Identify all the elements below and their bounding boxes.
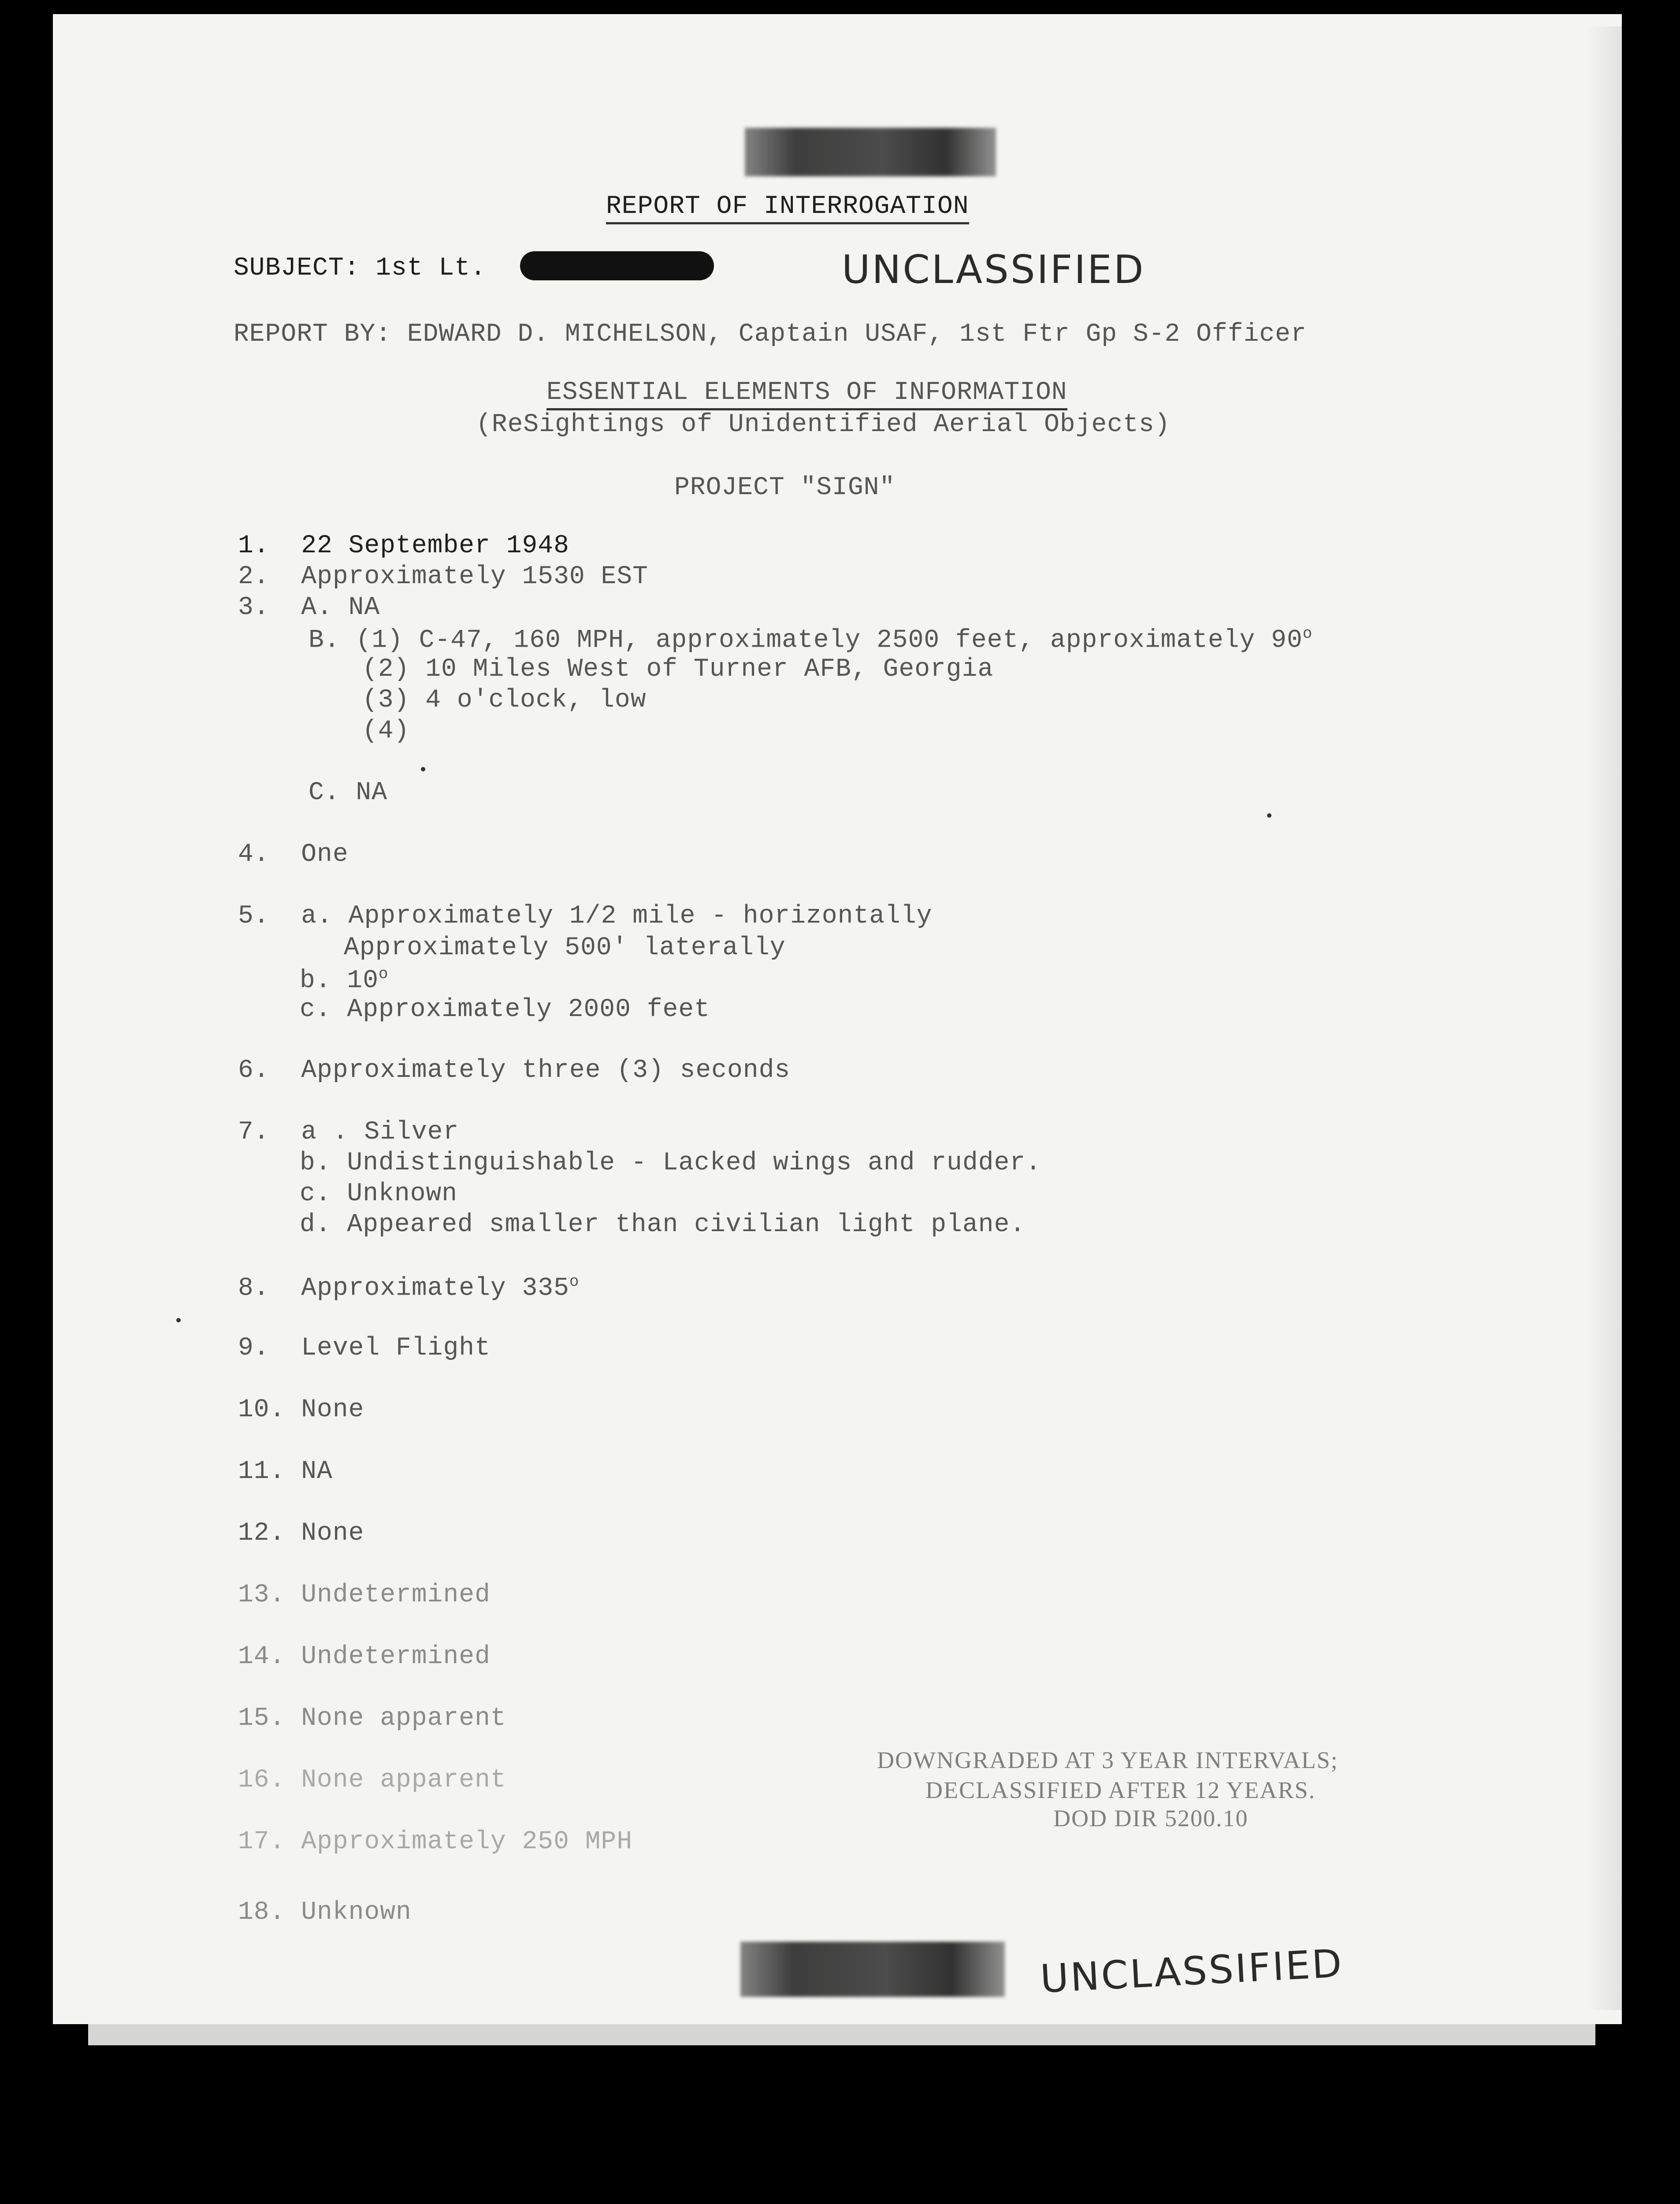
item-18: 18. Unknown	[238, 1898, 412, 1927]
item-13: 13. Undetermined	[238, 1581, 491, 1609]
item-3c: C. NA	[308, 778, 388, 807]
report-by: REPORT BY: EDWARD D. MICHELSON, Captain USAF, 1st Ftr Gp S-2 Officer	[234, 320, 1307, 349]
item-3b3: (3) 4 o'clock, low	[362, 686, 647, 715]
downgrade-stamp-line-3: DOD DIR 5200.10	[1053, 1805, 1249, 1832]
stray-mark	[1267, 813, 1271, 818]
downgrade-stamp-line-2: DECLASSIFIED AFTER 12 YEARS.	[925, 1777, 1316, 1803]
redacted-name	[520, 251, 714, 280]
item-8-text: 8. Approximately 335	[238, 1274, 569, 1303]
item-14: 14. Undetermined	[238, 1642, 491, 1671]
item-9: 9. Level Flight	[238, 1334, 491, 1363]
item-3b2: (2) 10 Miles West of Turner AFB, Georgia	[362, 655, 994, 684]
item-6: 6. Approximately three (3) seconds	[238, 1056, 791, 1085]
classification-bottom: UNCLASSIFIED	[1039, 1940, 1345, 2002]
item-3b4: (4)	[362, 717, 410, 745]
item-8	[238, 1274, 580, 1301]
item-3b1	[308, 626, 1312, 653]
item-16: 16. None apparent	[238, 1766, 506, 1794]
item-5b-text: b. 10	[300, 966, 379, 995]
item-11: 11. NA	[238, 1457, 333, 1486]
subject-line: SUBJECT: 1st Lt.	[234, 254, 486, 283]
bottom-classification-stamp	[740, 1942, 1005, 1997]
item-5c: c. Approximately 2000 feet	[300, 995, 710, 1024]
stray-mark	[421, 767, 425, 771]
degree-mark: o	[569, 1273, 580, 1291]
item-15: 15. None apparent	[238, 1704, 506, 1733]
project-name: PROJECT "SIGN"	[674, 473, 896, 502]
item-12: 12. None	[238, 1519, 364, 1548]
item-5a: 5. a. Approximately 1/2 mile - horizontally	[238, 902, 933, 931]
page-bottom-band	[88, 2024, 1595, 2045]
document-title: REPORT OF INTERROGATION	[606, 194, 969, 224]
item-5a-cont: Approximately 500' laterally	[344, 934, 786, 962]
item-1: 1. 22 September 1948	[238, 532, 569, 560]
item-17: 17. Approximately 250 MPH	[238, 1828, 633, 1856]
item-7b: b. Undistinguishable - Lacked wings and rudder.	[300, 1149, 1041, 1177]
page-edge-shadow	[1587, 26, 1622, 2010]
item-10: 10. None	[238, 1396, 364, 1424]
item-3b1-text: B. (1) C-47, 160 MPH, approximately 2500 feet, approximately 90	[308, 626, 1303, 655]
item-2: 2. Approximately 1530 EST	[238, 562, 648, 591]
item-4: 4. One	[238, 840, 349, 869]
item-5b	[300, 966, 389, 994]
top-classification-stamp	[745, 128, 996, 176]
item-7c: c. Unknown	[300, 1180, 458, 1208]
item-7d: d. Appeared smaller than civilian light plane.	[300, 1210, 1026, 1239]
eei-title: ESSENTIAL ELEMENTS OF INFORMATION	[546, 380, 1067, 410]
eei-subtitle: (ReSightings of Unidentified Aerial Objects)	[476, 410, 1171, 439]
classification-top: UNCLASSIFIED	[842, 247, 1145, 292]
stray-mark	[176, 1318, 181, 1322]
degree-mark: o	[379, 965, 389, 983]
item-3a: 3. A. NA	[238, 593, 380, 622]
downgrade-stamp-line-1: DOWNGRADED AT 3 YEAR INTERVALS;	[877, 1747, 1338, 1773]
degree-mark: o	[1302, 625, 1313, 643]
item-7a: 7. a . Silver	[238, 1118, 459, 1147]
